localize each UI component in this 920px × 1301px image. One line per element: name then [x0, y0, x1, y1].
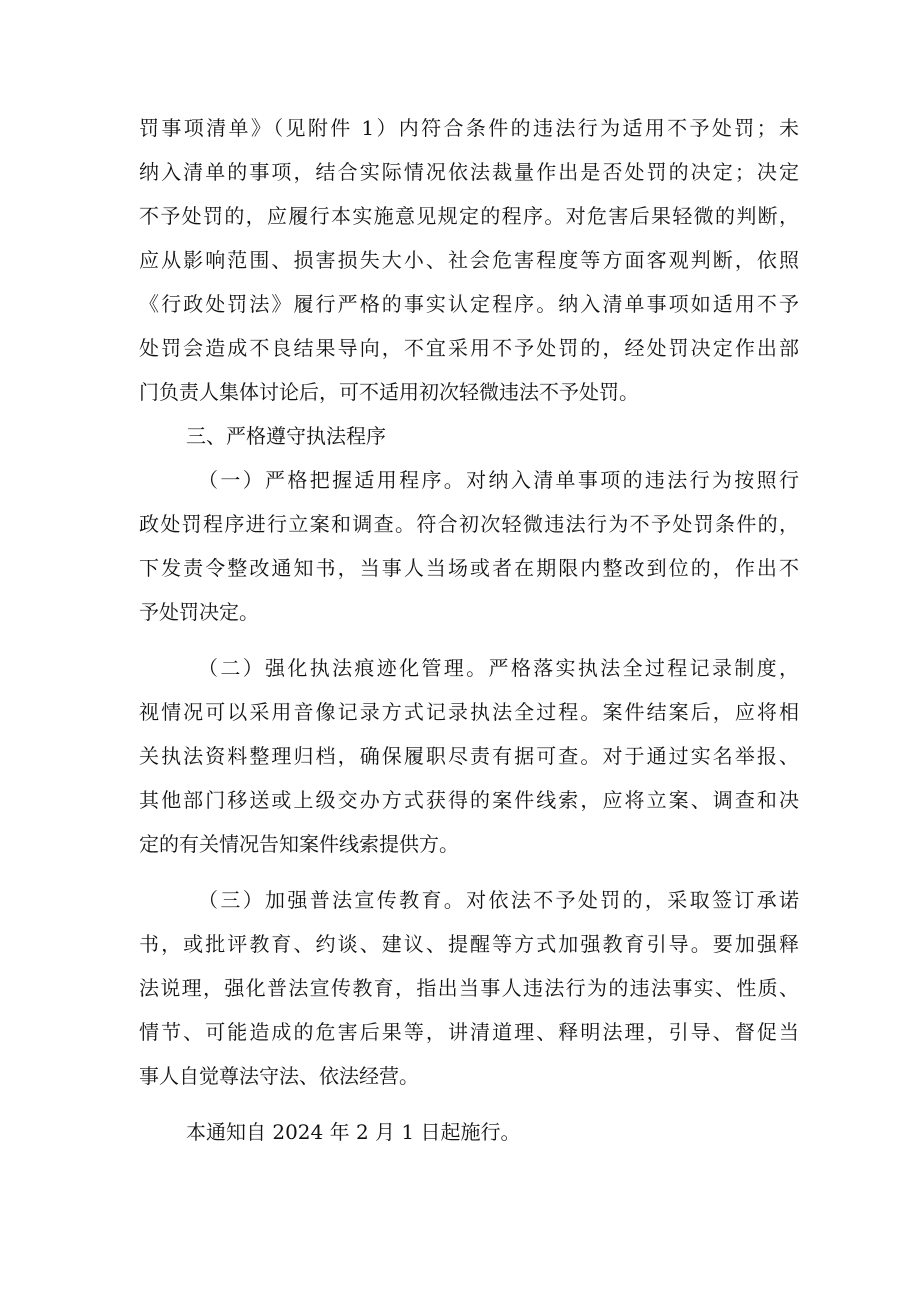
paragraph-line: （二）强化执法痕迹化管理。严格落实执法全过程记录制度， [198, 656, 799, 680]
paragraph-line: 《行政处罚法》履行严格的事实认定程序。纳入清单事项如适用不予 [139, 292, 799, 316]
paragraph-line: 情节、可能造成的危害后果等，讲清道理、释明法理，引导、督促当 [139, 1020, 799, 1044]
paragraph-line: 予处罚决定。 [139, 600, 259, 624]
closing-line: 本通知自 2024 年 2 月 1 日起施行。 [186, 1120, 521, 1144]
paragraph-line: 门负责人集体讨论后，可不适用初次轻微违法不予处罚。 [139, 380, 639, 404]
paragraph-line: 处罚会造成不良结果导向，不宜采用不予处罚的，经处罚决定作出部 [139, 336, 799, 360]
paragraph-line: 视情况可以采用音像记录方式记录执法全过程。案件结案后，应将相 [139, 700, 799, 724]
paragraph-line: 纳入清单的事项，结合实际情况依法裁量作出是否处罚的决定；决定 [139, 160, 799, 184]
paragraph-line: 书，或批评教育、约谈、建议、提醒等方式加强教育引导。要加强释 [139, 932, 799, 956]
paragraph-line: 政处罚程序进行立案和调查。符合初次轻微违法行为不予处罚条件的， [139, 512, 799, 536]
paragraph-line: 法说理，强化普法宣传教育，指出当事人违法行为的违法事实、性质、 [139, 976, 799, 1000]
paragraph-line: （一）严格把握适用程序。对纳入清单事项的违法行为按照行 [198, 468, 799, 492]
paragraph-line: 罚事项清单》（见附件 1）内符合条件的违法行为适用不予处罚；未 [139, 116, 799, 140]
paragraph-line: （三）加强普法宣传教育。对依法不予处罚的，采取签订承诺 [198, 888, 799, 912]
paragraph-line: 应从影响范围、损害损失大小、社会危害程度等方面客观判断，依照 [139, 248, 799, 272]
paragraph-line: 定的有关情况告知案件线索提供方。 [139, 832, 459, 856]
paragraph-line: 不予处罚的，应履行本实施意见规定的程序。对危害后果轻微的判断， [139, 204, 799, 228]
section-heading: 三、严格遵守执法程序 [186, 424, 386, 448]
paragraph-line: 下发责令整改通知书，当事人当场或者在期限内整改到位的，作出不 [139, 556, 799, 580]
paragraph-line: 事人自觉尊法守法、依法经营。 [139, 1064, 419, 1088]
paragraph-line: 关执法资料整理归档，确保履职尽责有据可查。对于通过实名举报、 [139, 744, 799, 768]
paragraph-line: 其他部门移送或上级交办方式获得的案件线索，应将立案、调查和决 [139, 788, 799, 812]
